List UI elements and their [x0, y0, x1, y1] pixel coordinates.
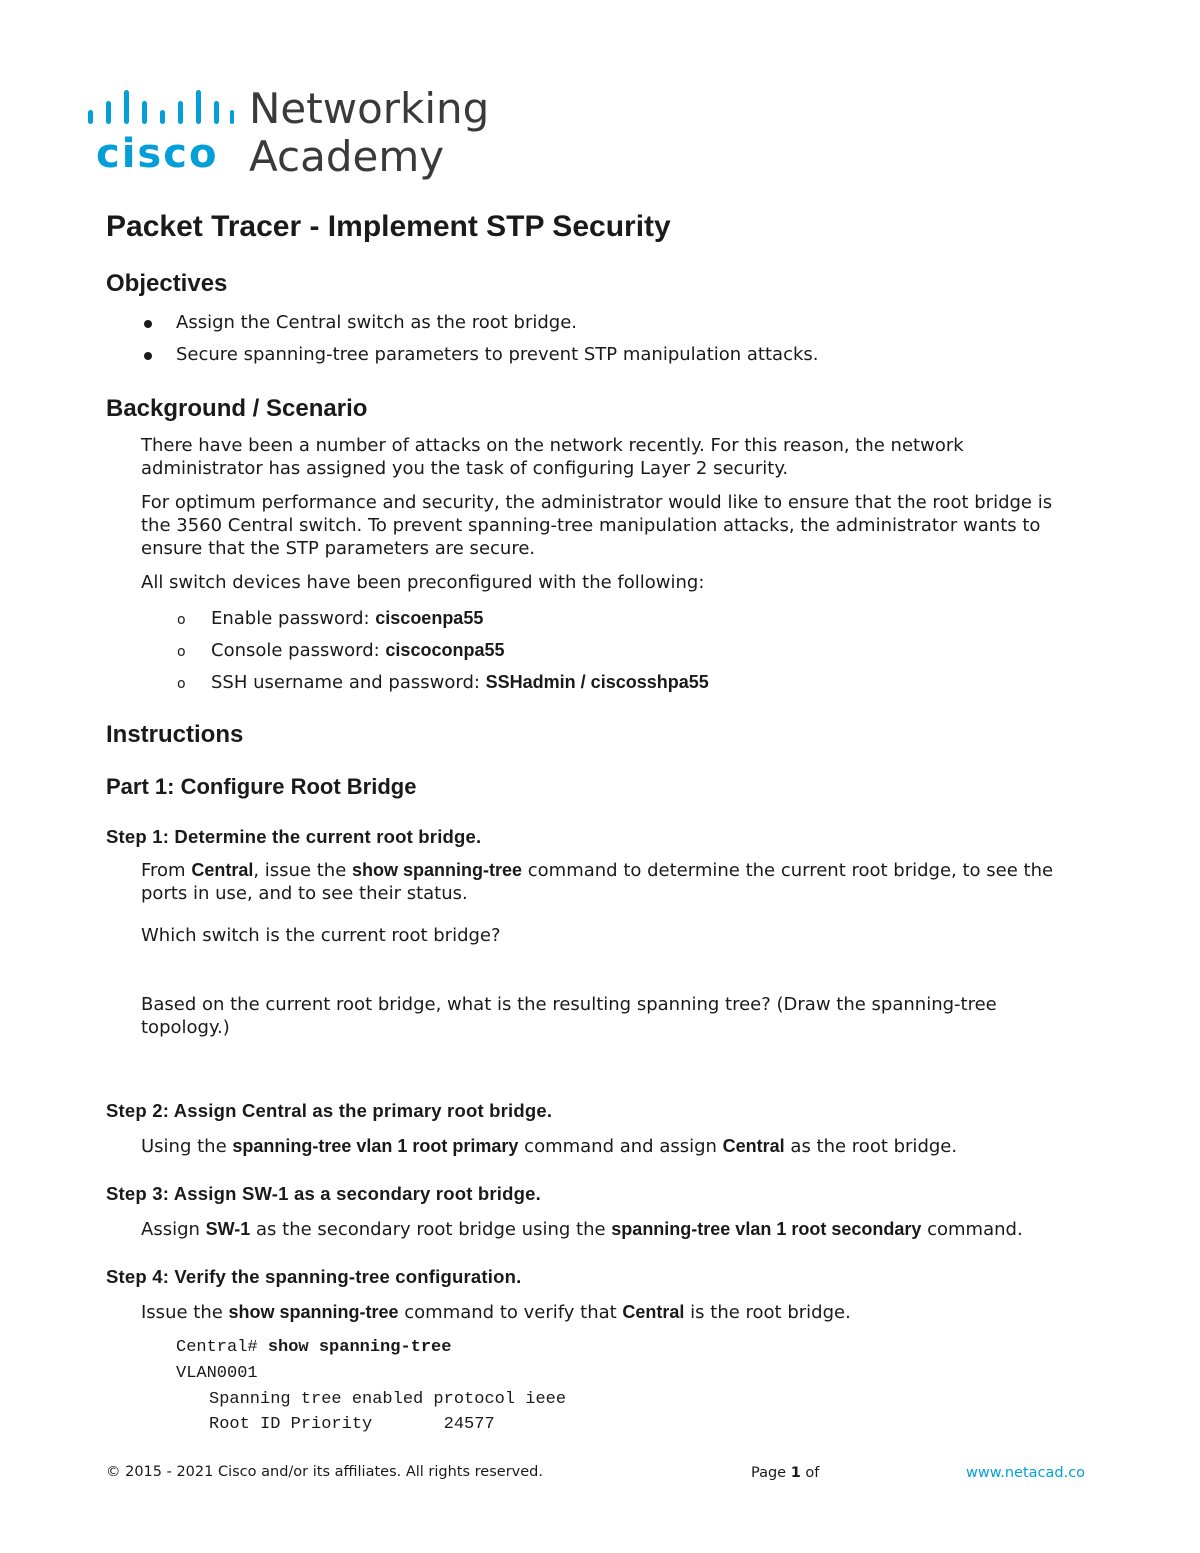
- text-run: as the secondary root bridge using the: [250, 1219, 612, 1240]
- text-run: From: [141, 860, 192, 881]
- step-paragraph: [141, 1218, 1141, 1241]
- credential-item: [211, 639, 504, 662]
- bold-run: Central: [191, 860, 254, 880]
- footer-copyright: © 2015 - 2021 Cisco and/or its affiliates. All rights reserved.: [106, 1464, 543, 1480]
- credential-value: ciscoconpa55: [385, 640, 505, 660]
- step-heading: Step 1: Determine the current root bridge.: [106, 826, 482, 847]
- credential-label: Console password:: [211, 640, 386, 661]
- logo-line-academy: Academy: [249, 132, 445, 181]
- objectives-heading: Objectives: [106, 270, 228, 297]
- footer-page-number: [751, 1465, 819, 1481]
- text-run: is the root bridge.: [684, 1302, 851, 1323]
- sub-bullet-icon: o: [177, 644, 186, 660]
- code-line: [176, 1335, 451, 1360]
- code-line: Root ID Priority 24577: [209, 1415, 495, 1434]
- step-paragraph: [141, 1135, 1101, 1158]
- text-run: Assign: [141, 1219, 206, 1240]
- text-run: as the root bridge.: [784, 1136, 958, 1157]
- step-paragraph: [141, 1301, 1101, 1324]
- question-text: Which switch is the current root bridge?: [141, 925, 501, 946]
- question-text: Based on the current root bridge, what is the resulting spanning tree? (Draw the spanning-tree topology.): [141, 994, 997, 1038]
- logo-line-networking: Networking: [249, 84, 490, 133]
- step-heading: Step 4: Verify the spanning-tree configuration.: [106, 1266, 522, 1287]
- bold-run: spanning-tree vlan 1 root secondary: [611, 1219, 922, 1239]
- text-run: Issue the: [141, 1302, 229, 1323]
- footer-netacad-link[interactable]: www.netacad.co: [966, 1465, 1086, 1481]
- objective-item: Assign the Central switch as the root bridge.: [176, 312, 578, 333]
- part-heading: Part 1: Configure Root Bridge: [106, 774, 417, 799]
- background-heading: Background / Scenario: [106, 395, 368, 422]
- code-line: Spanning tree enabled protocol ieee: [209, 1390, 567, 1409]
- bold-run: Central: [622, 1302, 685, 1322]
- background-paragraph: For optimum performance and security, the administrator would like to ensure that the root bridge is the 3560 Central switch. To prevent spanning-tree manipulation attacks, the administrator wants to ensure that the STP parameters are secure.: [141, 492, 1053, 559]
- bold-run: Central: [722, 1136, 785, 1156]
- text-run: command to determine the current root bridge, to see the ports in use, and to see their status.: [141, 860, 1054, 904]
- cisco-networking-academy-logo: [84, 84, 490, 184]
- cisco-wordmark: cisco: [96, 131, 219, 177]
- credential-value: SSHadmin / ciscosshpa55: [485, 672, 709, 692]
- step-paragraph: [141, 859, 1071, 905]
- bold-run: SW-1: [205, 1219, 251, 1239]
- text-run: command and assign: [518, 1136, 723, 1157]
- text-run: Using the: [141, 1136, 233, 1157]
- bold-run: show spanning-tree: [228, 1302, 399, 1322]
- background-paragraph: All switch devices have been preconfigured with the following:: [141, 572, 705, 593]
- background-paragraph: There have been a number of attacks on the network recently. For this reason, the network administrator has assigned you the task of configuring Layer 2 security.: [141, 435, 964, 479]
- instructions-heading: Instructions: [106, 721, 244, 748]
- credential-label: Enable password:: [211, 608, 376, 629]
- code-command: show spanning-tree: [267, 1338, 452, 1357]
- code-prompt: Central#: [176, 1338, 268, 1357]
- step-heading: Step 2: Assign Central as the primary root bridge.: [106, 1100, 553, 1121]
- sub-bullet-icon: o: [177, 612, 186, 628]
- step-heading: Step 3: Assign SW-1 as a secondary root bridge.: [106, 1183, 541, 1204]
- cisco-bars-icon: [84, 88, 234, 132]
- credential-item: [211, 671, 709, 694]
- credential-label: SSH username and password:: [211, 672, 486, 693]
- credential-item: [211, 607, 483, 630]
- text-run: command to verify that: [398, 1302, 623, 1323]
- text-run: command.: [921, 1219, 1023, 1240]
- text-run: , issue the: [253, 860, 353, 881]
- text-run: Page: [751, 1465, 791, 1481]
- page-title: Packet Tracer - Implement STP Security: [106, 210, 671, 243]
- bullet-icon: [144, 320, 152, 328]
- credential-value: ciscoenpa55: [375, 608, 484, 628]
- sub-bullet-icon: o: [177, 676, 186, 692]
- bold-run: show spanning-tree: [352, 860, 523, 880]
- page-num: 1: [790, 1465, 801, 1481]
- text-run: of: [800, 1465, 820, 1481]
- code-line: VLAN0001: [176, 1364, 258, 1383]
- objective-item: Secure spanning-tree parameters to prevent STP manipulation attacks.: [176, 344, 819, 365]
- bold-run: spanning-tree vlan 1 root primary: [232, 1136, 519, 1156]
- bullet-icon: [144, 352, 152, 360]
